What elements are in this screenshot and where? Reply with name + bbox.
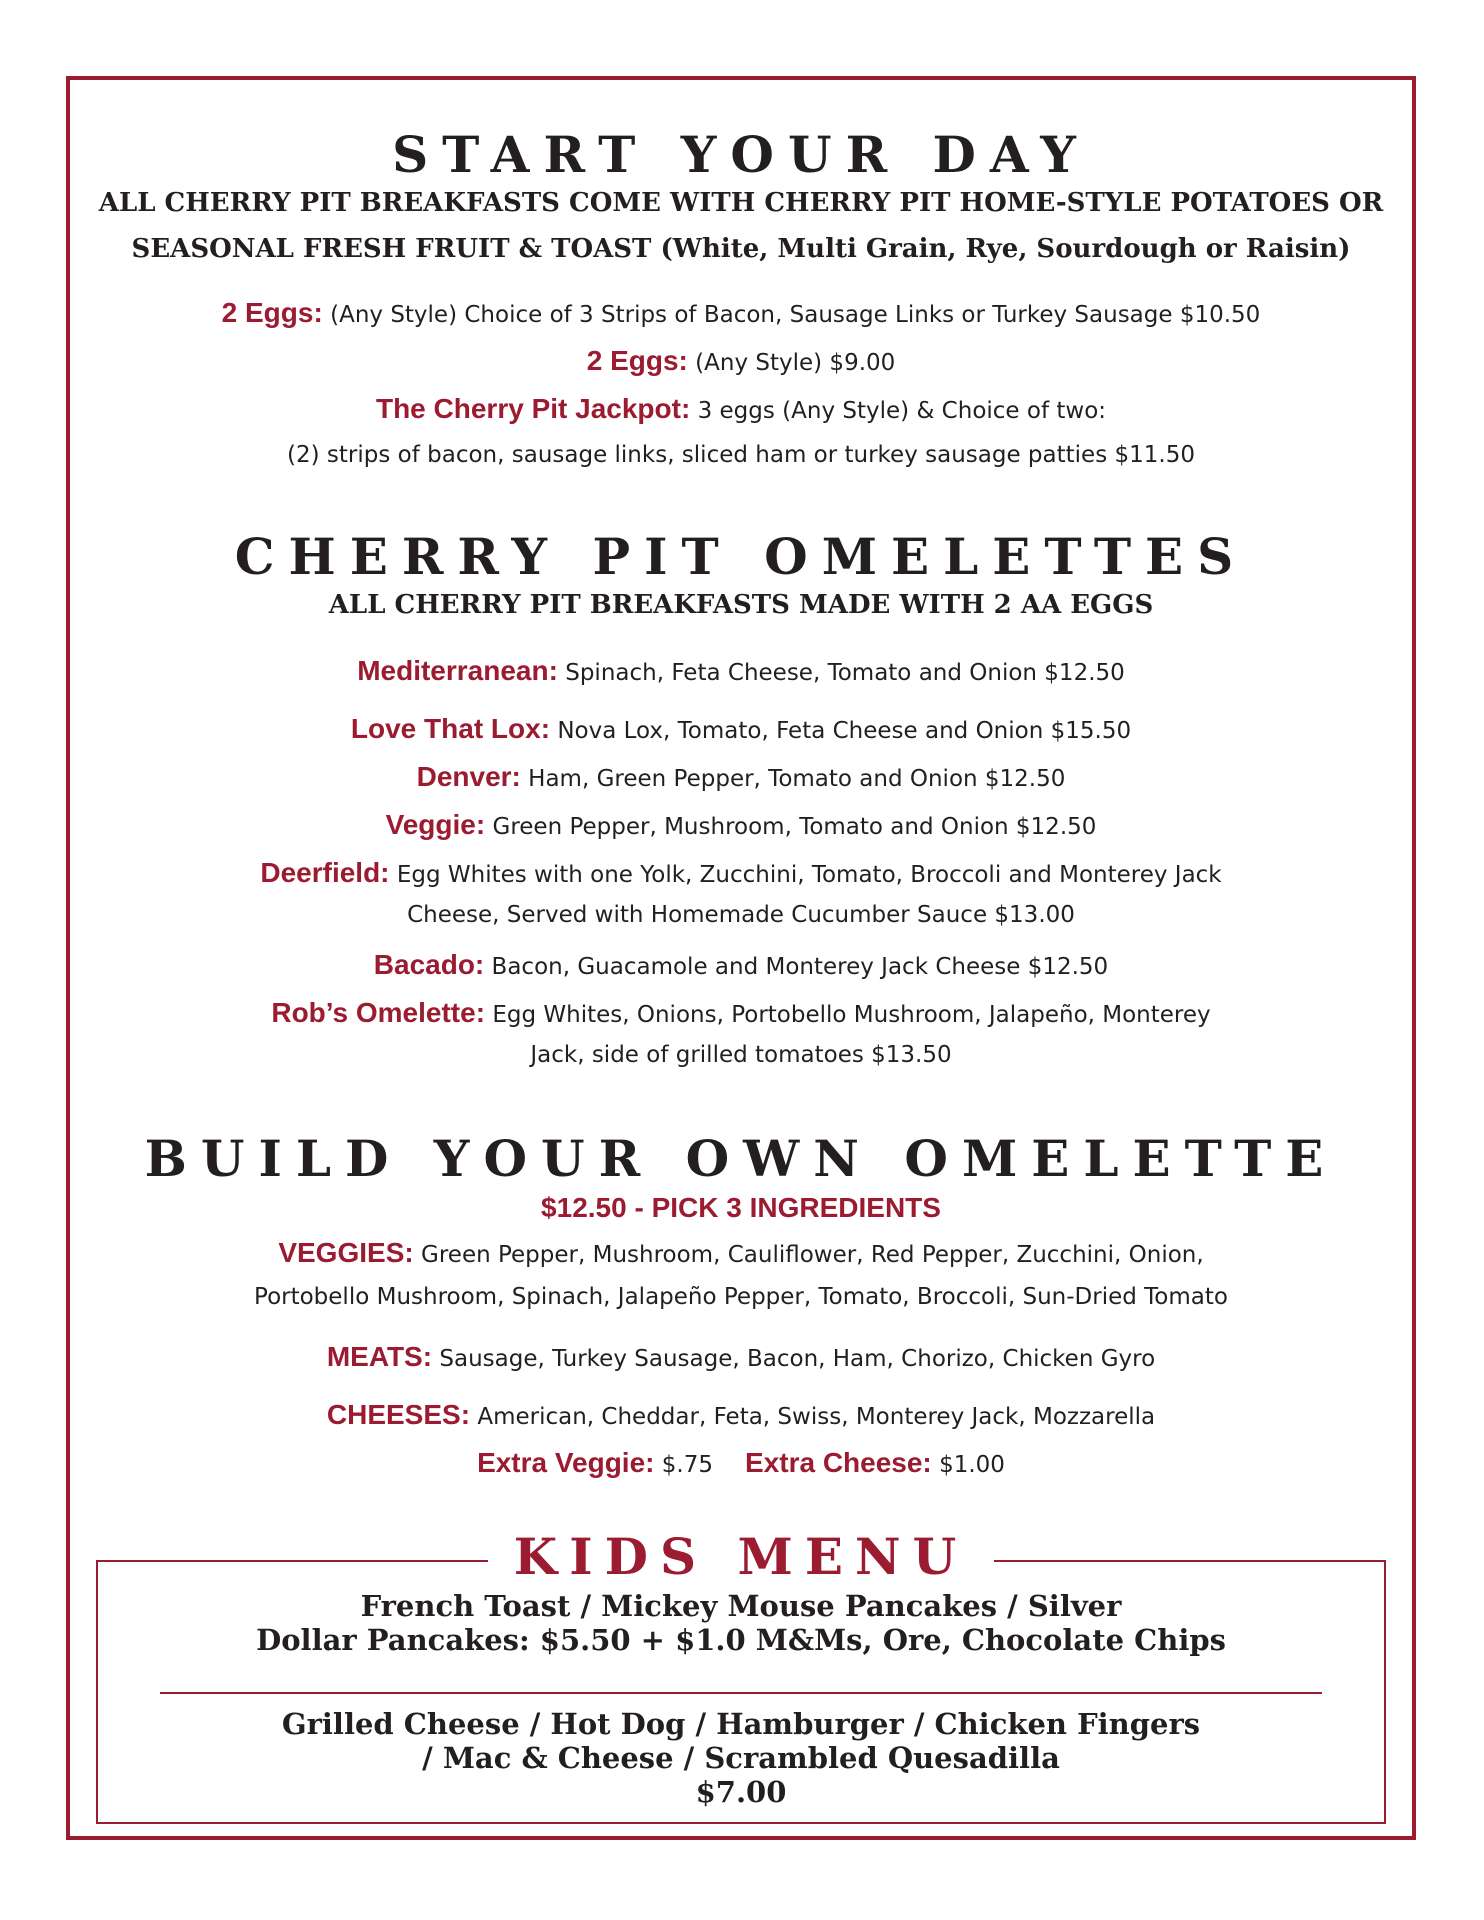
kids-block-1-line-1: French Toast / Mickey Mouse Pancakes / Silver xyxy=(360,1589,1122,1623)
build-title: BUILD YOUR OWN OMELETTE xyxy=(144,1129,1338,1188)
omelette-item xyxy=(66,948,1416,982)
item-desc: $.75 xyxy=(654,1452,713,1478)
item-label: The Cherry Pit Jackpot: xyxy=(375,393,691,424)
item-label: Extra Cheese: xyxy=(745,1447,932,1478)
start-item xyxy=(66,296,1416,330)
omelette-item-continued xyxy=(66,900,1416,930)
item-desc: Sausage, Turkey Sausage, Bacon, Ham, Chorizo, Chicken Gyro xyxy=(432,1346,1156,1372)
item-label: Veggie: xyxy=(385,809,486,840)
kids-block-1-line-2: Dollar Pancakes: $5.50 + $1.0 M&Ms, Ore, Chocolate Chips xyxy=(256,1623,1226,1657)
kids-block-2-line-2: / Mac & Cheese / Scrambled Quesadilla xyxy=(422,1741,1060,1775)
item-label: Love That Lox: xyxy=(350,713,551,744)
item-desc: (Any Style) Choice of 3 Strips of Bacon, Sausage Links or Turkey Sausage $10.50 xyxy=(322,302,1261,328)
kids-divider xyxy=(160,1692,1322,1694)
item-desc: Nova Lox, Tomato, Feta Cheese and Onion $15.50 xyxy=(550,718,1132,744)
build-subtitle: $12.50 - PICK 3 INGREDIENTS xyxy=(541,1192,941,1223)
item-desc: Green Pepper, Mushroom, Tomato and Onion $12.50 xyxy=(485,814,1097,840)
item-label: VEGGIES: xyxy=(278,1237,414,1268)
omelette-item xyxy=(66,856,1416,890)
build-cheeses xyxy=(66,1398,1416,1432)
item-label: 2 Eggs: xyxy=(221,297,323,328)
item-desc: Jack, side of grilled tomatoes $13.50 xyxy=(530,1042,952,1068)
item-label: Denver: xyxy=(416,761,521,792)
kids-title-wrap xyxy=(66,1527,1416,1586)
build-meats xyxy=(66,1340,1416,1374)
item-desc: Green Pepper, Mushroom, Cauliflower, Red Pepper, Zucchini, Onion, xyxy=(413,1242,1204,1268)
kids-block-2-line-1: Grilled Cheese / Hot Dog / Hamburger / Chicken Fingers xyxy=(281,1707,1201,1741)
item-desc: 3 eggs (Any Style) & Choice of two: xyxy=(690,398,1107,424)
start-item-continued xyxy=(66,440,1416,470)
item-desc: American, Cheddar, Feta, Swiss, Monterey Jack, Mozzarella xyxy=(470,1404,1156,1430)
item-label: Mediterranean: xyxy=(357,655,558,686)
item-desc: Egg Whites with one Yolk, Zucchini, Tomato, Broccoli and Monterey Jack xyxy=(389,862,1222,888)
item-desc: Spinach, Feta Cheese, Tomato and Onion $12.50 xyxy=(557,660,1125,686)
item-desc: $1.00 xyxy=(931,1452,1005,1478)
item-label: 2 Eggs: xyxy=(586,345,688,376)
omelette-item xyxy=(66,996,1416,1030)
kids-title: KIDS MENU xyxy=(488,1532,994,1582)
omelette-item xyxy=(66,808,1416,842)
build-veggies xyxy=(66,1236,1416,1270)
item-desc: Cheese, Served with Homemade Cucumber Sauce $13.00 xyxy=(407,902,1075,928)
start-item xyxy=(66,344,1416,378)
item-desc: Egg Whites, Onions, Portobello Mushroom, Jalapeño, Monterey xyxy=(485,1002,1211,1028)
omelette-item-continued xyxy=(66,1040,1416,1070)
start-subtitle-1: ALL CHERRY PIT BREAKFASTS COME WITH CHERRY PIT HOME-STYLE POTATOES OR xyxy=(98,188,1384,218)
build-extras xyxy=(66,1446,1416,1480)
item-label: Rob’s Omelette: xyxy=(271,997,486,1028)
item-label: CHEESES: xyxy=(326,1399,471,1430)
omelette-item xyxy=(66,760,1416,794)
build-veggies-continued xyxy=(66,1282,1416,1312)
item-desc: Bacon, Guacamole and Monterey Jack Cheese $12.50 xyxy=(484,954,1109,980)
item-label: Extra Veggie: xyxy=(477,1447,655,1478)
kids-price: $7.00 xyxy=(695,1775,787,1809)
item-label: MEATS: xyxy=(326,1341,433,1372)
item-desc: (Any Style) $9.00 xyxy=(687,350,896,376)
omelettes-title: CHERRY PIT OMELETTES xyxy=(234,527,1248,586)
start-item xyxy=(66,392,1416,426)
item-label: Bacado: xyxy=(373,949,485,980)
item-label: Deerfield: xyxy=(260,857,390,888)
omelettes-subtitle: ALL CHERRY PIT BREAKFASTS MADE WITH 2 AA EGGS xyxy=(328,590,1154,620)
start-title: START YOUR DAY xyxy=(392,125,1090,184)
item-desc: Portobello Mushroom, Spinach, Jalapeño Pepper, Tomato, Broccoli, Sun-Dried Tomato xyxy=(254,1284,1228,1310)
start-subtitle-2: SEASONAL FRESH FRUIT & TOAST (White, Multi Grain, Rye, Sourdough or Raisin) xyxy=(131,234,1351,264)
item-desc: (2) strips of bacon, sausage links, sliced ham or turkey sausage patties $11.50 xyxy=(287,442,1195,468)
item-desc: Ham, Green Pepper, Tomato and Onion $12.50 xyxy=(520,766,1066,792)
omelette-item xyxy=(66,654,1416,688)
omelette-item xyxy=(66,712,1416,746)
